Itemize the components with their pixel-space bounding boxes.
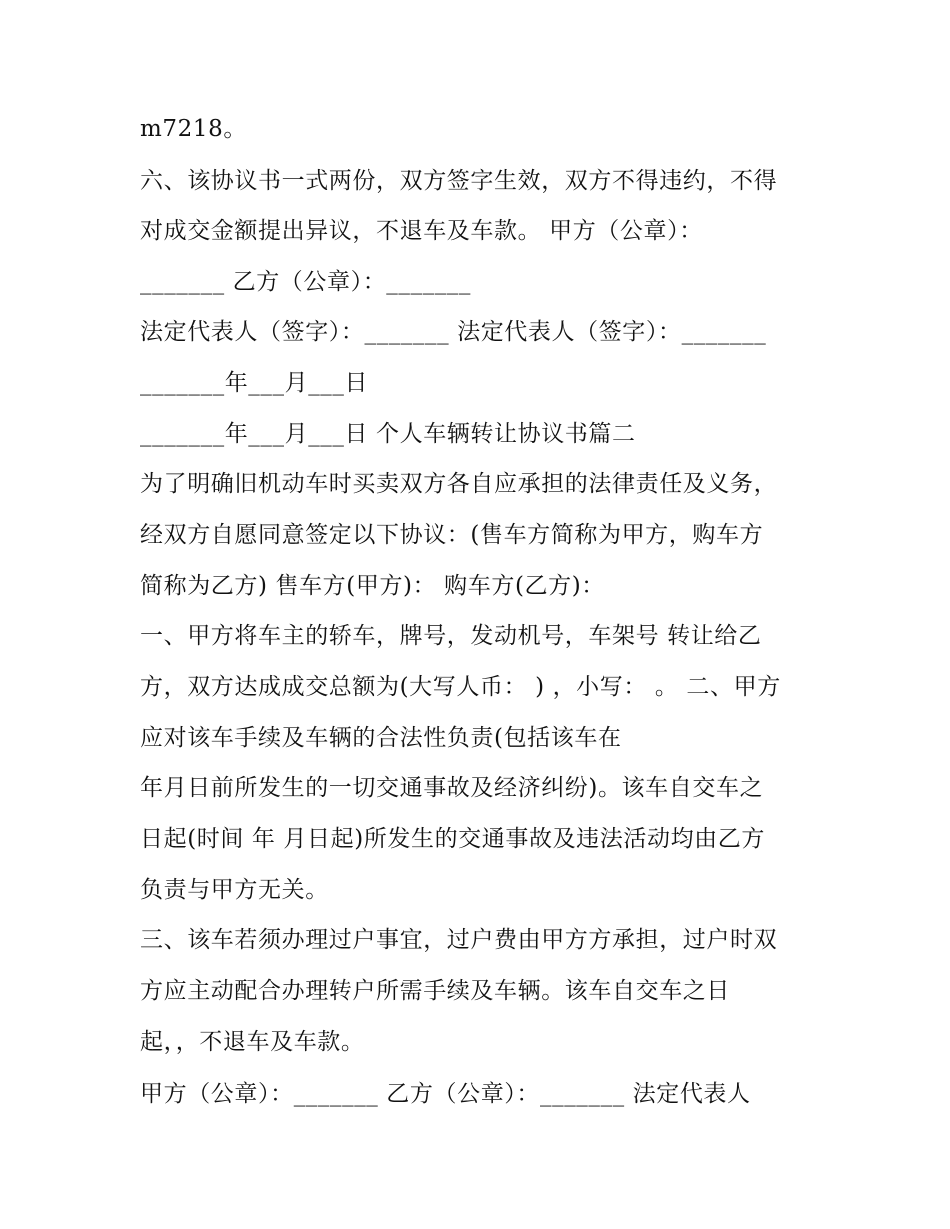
text-line: 法定代表人（签字）：_______ 法定代表人（签字）：_______	[140, 319, 767, 345]
text-line: 为了明确旧机动车时买卖双方各自应承担的法律责任及义务，	[140, 471, 778, 497]
text-line: 经双方自愿同意签定以下协议：(售车方简称为甲方，购车方	[140, 522, 764, 548]
text-line: 方应主动配合办理转户所需手续及车辆。该车自交车之日	[140, 978, 730, 1004]
text-line: 应对该车手续及车辆的合法性负责(包括该车在	[140, 725, 622, 751]
text-line: _______年___月___日 个人车辆转让协议书篇二	[140, 421, 636, 447]
text-line: 年月日前所发生的一切交通事故及经济纠纷)。该车自交车之	[140, 775, 764, 801]
text-line: _______年___月___日	[140, 370, 369, 396]
text-line: 六、该协议书一式两份，双方签字生效，双方不得违约，不得	[140, 168, 778, 194]
text-line: 负责与甲方无关。	[140, 877, 329, 903]
text-line: 起，，不退车及车款。	[140, 1029, 365, 1055]
text-line: 对成交金额提出异议，不退车及车款。 甲方（公章）：	[140, 218, 703, 244]
text-line: 一、甲方将车主的轿车，牌号，发动机号，车架号 转让给乙	[140, 623, 762, 649]
text-line: 简称为乙方) 售车方(甲方)： 购车方(乙方)：	[140, 573, 605, 599]
text-line: 日起(时间 年 月日起)所发生的交通事故及违法活动均由乙方	[140, 826, 765, 852]
text-line: _______ 乙方（公章）：_______	[140, 269, 472, 295]
text-line: m7218。	[140, 116, 247, 142]
text-line: 甲方（公章）：_______ 乙方（公章）：_______ 法定代表人	[140, 1081, 751, 1107]
text-line: 三、该车若须办理过户事宜，过户费由甲方方承担，过户时双	[140, 927, 778, 953]
text-line: 方，双方达成成交总额为(大写人币： ) ，小写： 。 二、甲方	[140, 674, 781, 700]
